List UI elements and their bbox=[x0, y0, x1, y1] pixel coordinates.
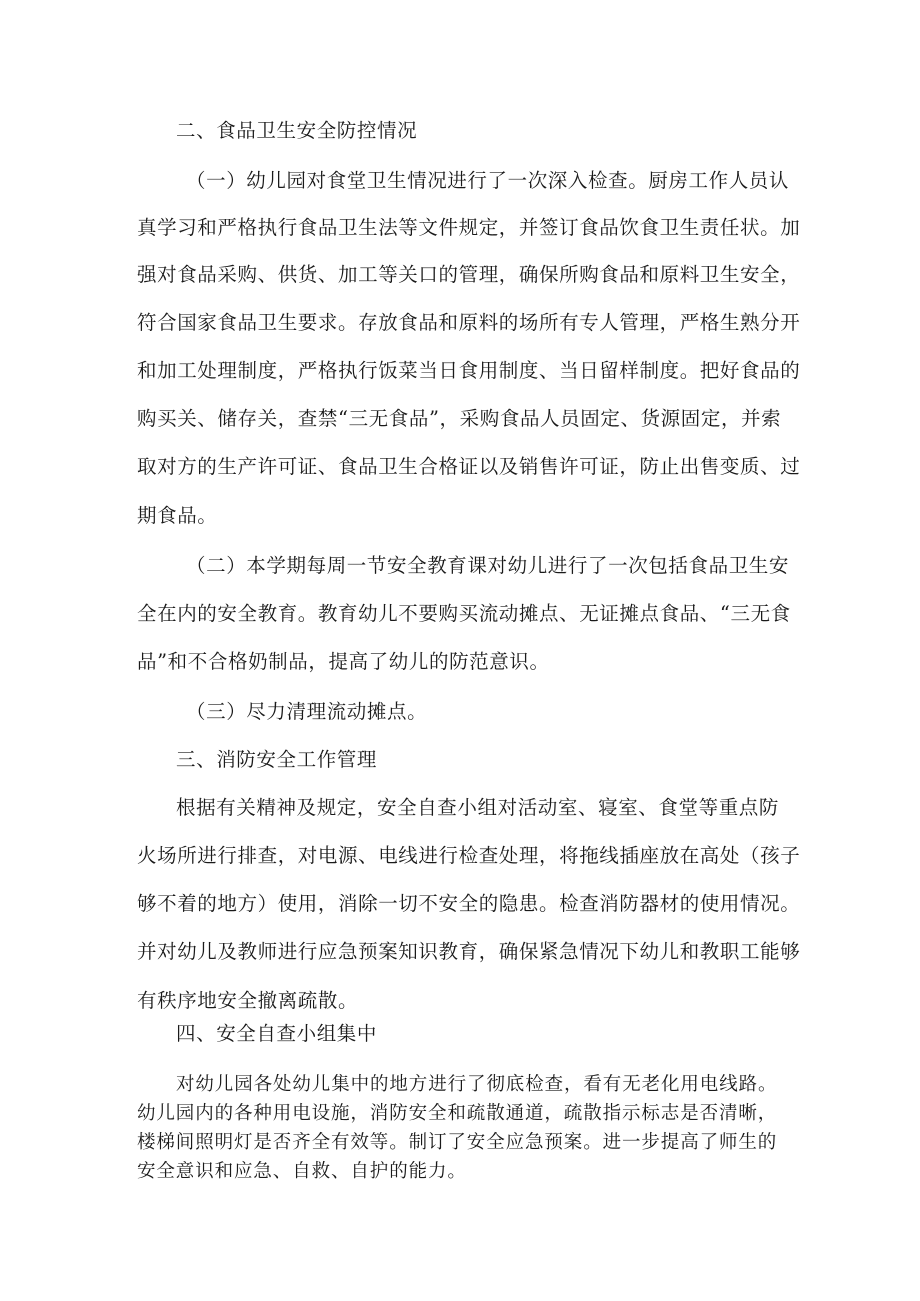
paragraph-line: 并对幼儿及教师进行应急预案知识教育，确保紧急情况下幼儿和教职工能够 bbox=[137, 940, 801, 963]
paragraph-line: 符合国家食品卫生要求。存放食品和原料的场所有专人管理，严格生熟分开 bbox=[137, 311, 801, 334]
paragraph-line: 真学习和严格执行食品卫生法等文件规定，并签订食品饮食卫生责任状。加 bbox=[137, 216, 801, 239]
paragraph-line: 品”和不合格奶制品，提高了幼儿的防范意识。 bbox=[137, 650, 550, 673]
paragraph-line: （二）本学期每周一节安全教育课对幼儿进行了一次包括食品卫生安 bbox=[186, 554, 790, 577]
paragraph-line: （一）幼儿园对食堂卫生情况进行了一次深入检查。厨房工作人员认 bbox=[186, 169, 790, 192]
paragraph-line: 火场所进行排查，对电源、电线进行检查处理，将拖线插座放在高处（孩子 bbox=[137, 844, 801, 867]
paragraph-line: 全在内的安全教育。教育幼儿不要购买流动摊点、无证摊点食品、“三无食 bbox=[137, 602, 791, 625]
paragraph-line: 购买关、储存关，查禁“三无食品”，采购食品人员固定、货源固定，并索 bbox=[137, 407, 782, 430]
paragraph-line: 取对方的生产许可证、食品卫生合格证以及销售许可证，防止出售变质、过 bbox=[137, 455, 801, 478]
paragraph-line: 期食品。 bbox=[137, 504, 218, 527]
paragraph-line: 和加工处理制度，严格执行饭菜当日食用制度、当日留样制度。把好食品的 bbox=[137, 359, 801, 382]
paragraph-line: 有秩序地安全撤离疏散。 bbox=[137, 989, 359, 1012]
paragraph-line: 幼儿园内的各种用电设施，消防安全和疏散通道，疏散指示标志是否清晰， bbox=[137, 1103, 778, 1124]
paragraph-line: 够不着的地方）使用，消除一切不安全的隐患。检查消防器材的使用情况。 bbox=[137, 892, 801, 915]
section-heading-food-safety: 二、食品卫生安全防控情况 bbox=[176, 119, 418, 142]
paragraph-line: 安全意识和应急、自救、自护的能力。 bbox=[137, 1161, 467, 1182]
paragraph-line: （三）尽力清理流动摊点。 bbox=[186, 700, 428, 723]
section-heading-self-check: 四、安全自查小组集中 bbox=[176, 1022, 378, 1045]
paragraph-line: 对幼儿园各处幼儿集中的地方进行了彻底检查，看有无老化用电线路。 bbox=[176, 1074, 778, 1095]
section-heading-fire-safety: 三、消防安全工作管理 bbox=[176, 748, 378, 771]
paragraph-line: 楼梯间照明灯是否齐全有效等。制订了安全应急预案。进一步提高了师生的 bbox=[137, 1132, 778, 1153]
paragraph-line: 根据有关精神及规定，安全自查小组对活动室、寝室、食堂等重点防 bbox=[176, 796, 780, 819]
paragraph-line: 强对食品采购、供货、加工等关口的管理，确保所购食品和原料卫生安全， bbox=[137, 263, 801, 286]
